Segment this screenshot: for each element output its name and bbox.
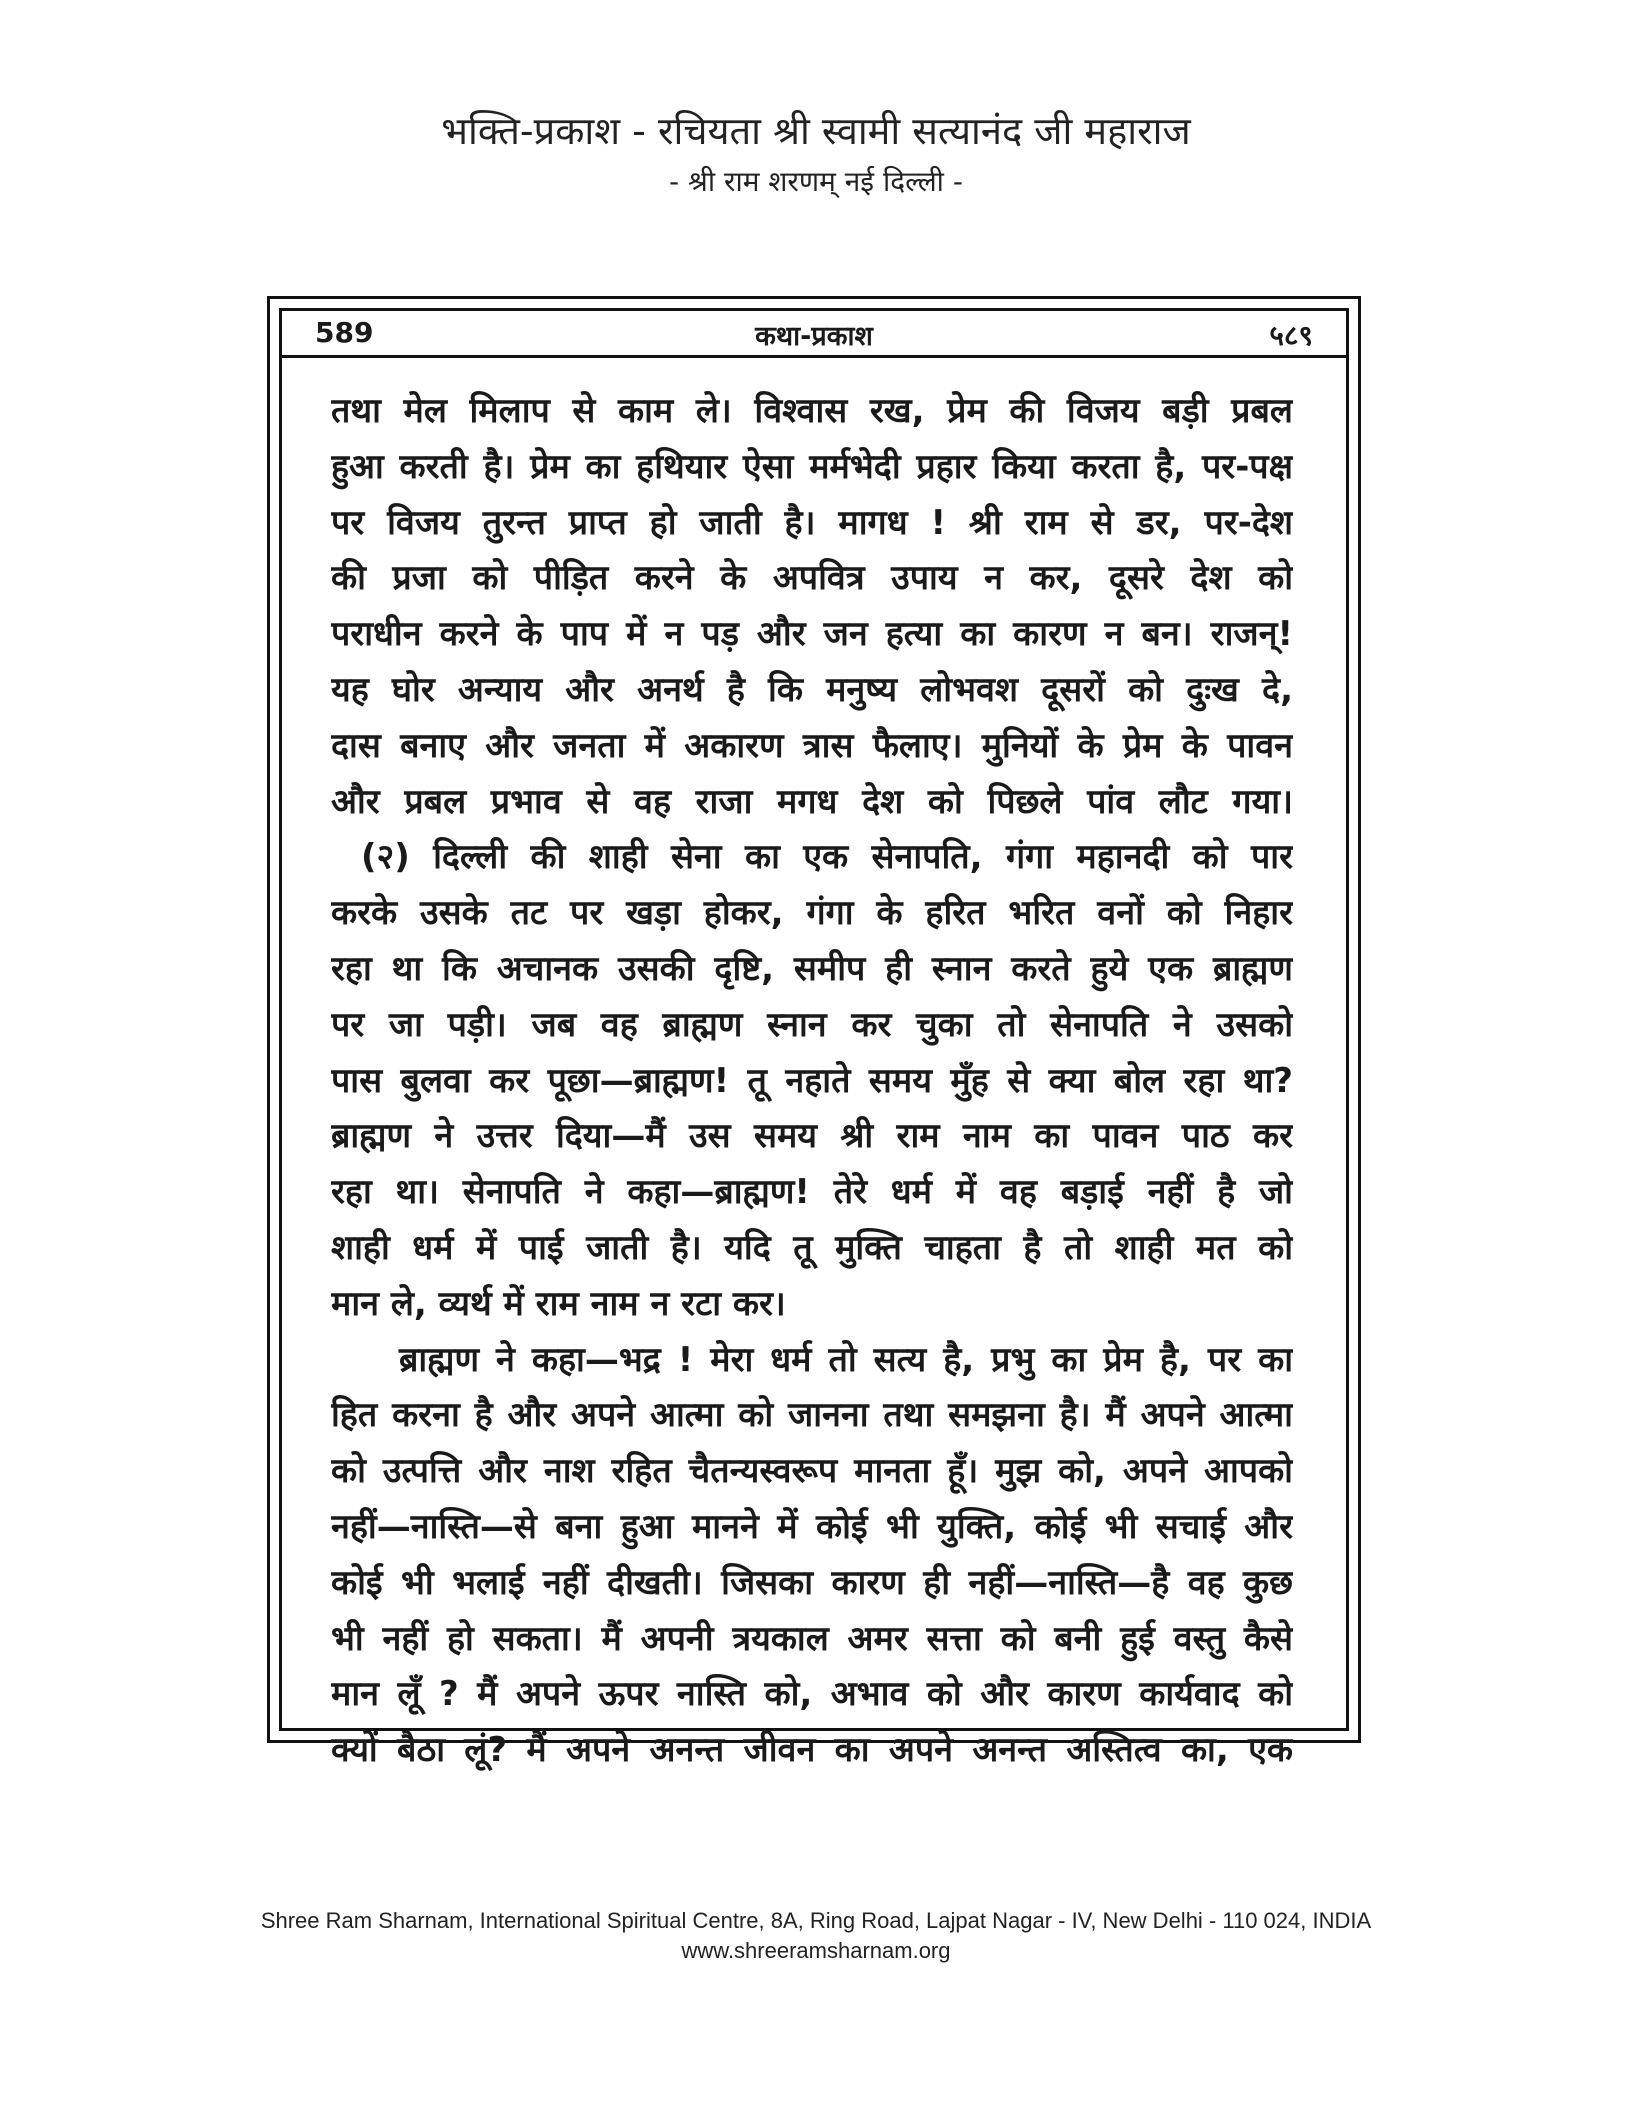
text-line: पराधीन करने के पाप में न पड़ और जन हत्या का कारण न बन। राजन्!	[331, 614, 1293, 655]
text-line: तथा मेल मिलाप से काम ले। विश्वास रख, प्रेम की विजय बड़ी प्रबल	[331, 391, 1293, 431]
text-line: क्यों बैठा लूं? मैं अपने अनन्त जीवन का अपने अनन्त अस्तित्व का, एक	[331, 1730, 1293, 1771]
document-subtitle: - श्री राम शरणम् नई दिल्ली -	[669, 165, 963, 198]
text-line: पर जा पड़ी। जब वह ब्राह्मण स्नान कर चुका तो सेनापति ने उसको	[331, 1004, 1293, 1045]
text-line: हित करना है और अपने आत्मा को जानना तथा समझना है। मैं अपने आत्मा	[331, 1395, 1293, 1436]
text-line: ब्राह्मण ने कहा—भद्र ! मेरा धर्म तो सत्य है, प्रभु का प्रेम है, पर का	[399, 1339, 1293, 1380]
text-line: भी नहीं हो सकता। मैं अपनी त्रयकाल अमर सत्ता को बनी हुई वस्तु कैसे	[331, 1618, 1293, 1659]
text-line: दास बनाए और जनता में अकारण त्रास फैलाए। मुनियों के प्रेम के पावन	[331, 725, 1293, 766]
text-line: करके उसके तट पर खड़ा होकर, गंगा के हरित भरित वनों को निहार	[331, 893, 1293, 934]
text-line: और प्रबल प्रभाव से वह राजा मगध देश को पिछले पांव लौट गया।	[331, 781, 1293, 822]
text-line: कोई भी भलाई नहीं दीखती। जिसका कारण ही नहीं—नास्ति—है वह कुछ	[331, 1562, 1293, 1603]
text-line: पर विजय तुरन्त प्राप्त हो जाती है। मागध ! श्री राम से डर, पर-देश	[331, 502, 1293, 543]
text-line: (२) दिल्ली की शाही सेना का एक सेनापति, गंगा महानदी को पार	[361, 837, 1293, 878]
body-text	[331, 384, 1293, 1779]
footer-address: Shree Ram Sharnam, International Spiritual Centre, 8A, Ring Road, Lajpat Nagar - IV, New Delhi - 110 024, INDIA	[260, 1908, 1372, 1933]
page-header	[279, 308, 1349, 358]
text-line: ब्राह्मण ने उत्तर दिया—मैं उस समय श्री राम नाम का पावन पाठ कर	[331, 1116, 1293, 1157]
text-line: रहा था। सेनापति ने कहा—ब्राह्मण! तेरे धर्म में वह बड़ाई नहीं है जो	[331, 1172, 1293, 1213]
text-line: मान लूँ ? मैं अपने ऊपर नास्ति को, अभाव को और कारण कार्यवाद को	[331, 1674, 1293, 1715]
text-line: हुआ करती है। प्रेम का हथियार ऐसा मर्मभेदी प्रहार किया करता है, पर-पक्ष	[331, 446, 1293, 487]
footer-url: www.shreeramsharnam.org	[681, 1938, 951, 1963]
text-line: रहा था कि अचानक उसकी दृष्टि, समीप ही स्नान करते हुये एक ब्राह्मण	[331, 948, 1293, 989]
document-title: भक्ति-प्रकाश - रचियता श्री स्वामी सत्यानंद जी महाराज	[441, 109, 1191, 153]
page-number-devanagari: ५८९	[1269, 319, 1313, 352]
section-title: कथा-प्रकाश	[755, 321, 873, 352]
text-line: मान ले, व्यर्थ में राम नाम न रटा कर।	[331, 1283, 786, 1324]
text-line: की प्रजा को पीड़ित करने के अपवित्र उपाय न कर, दूसरे देश को	[331, 558, 1293, 599]
text-line: को उत्पत्ति और नाश रहित चैतन्यस्वरूप मानता हूँ। मुझ को, अपने आपको	[331, 1451, 1293, 1492]
text-line: यह घोर अन्याय और अनर्थ है कि मनुष्य लोभवश दूसरों को दुःख दे,	[331, 669, 1293, 710]
text-line: पास बुलवा कर पूछा—ब्राह्मण! तू नहाते समय मुँह से क्या बोल रहा था?	[331, 1060, 1293, 1101]
text-line: नहीं—नास्ति—से बना हुआ मानने में कोई भी युक्ति, कोई भी सचाई और	[331, 1506, 1293, 1547]
page-number-arabic: 589	[315, 316, 374, 349]
text-line: शाही धर्म में पाई जाती है। यदि तू मुक्ति चाहता है तो शाही मत को	[331, 1227, 1293, 1268]
